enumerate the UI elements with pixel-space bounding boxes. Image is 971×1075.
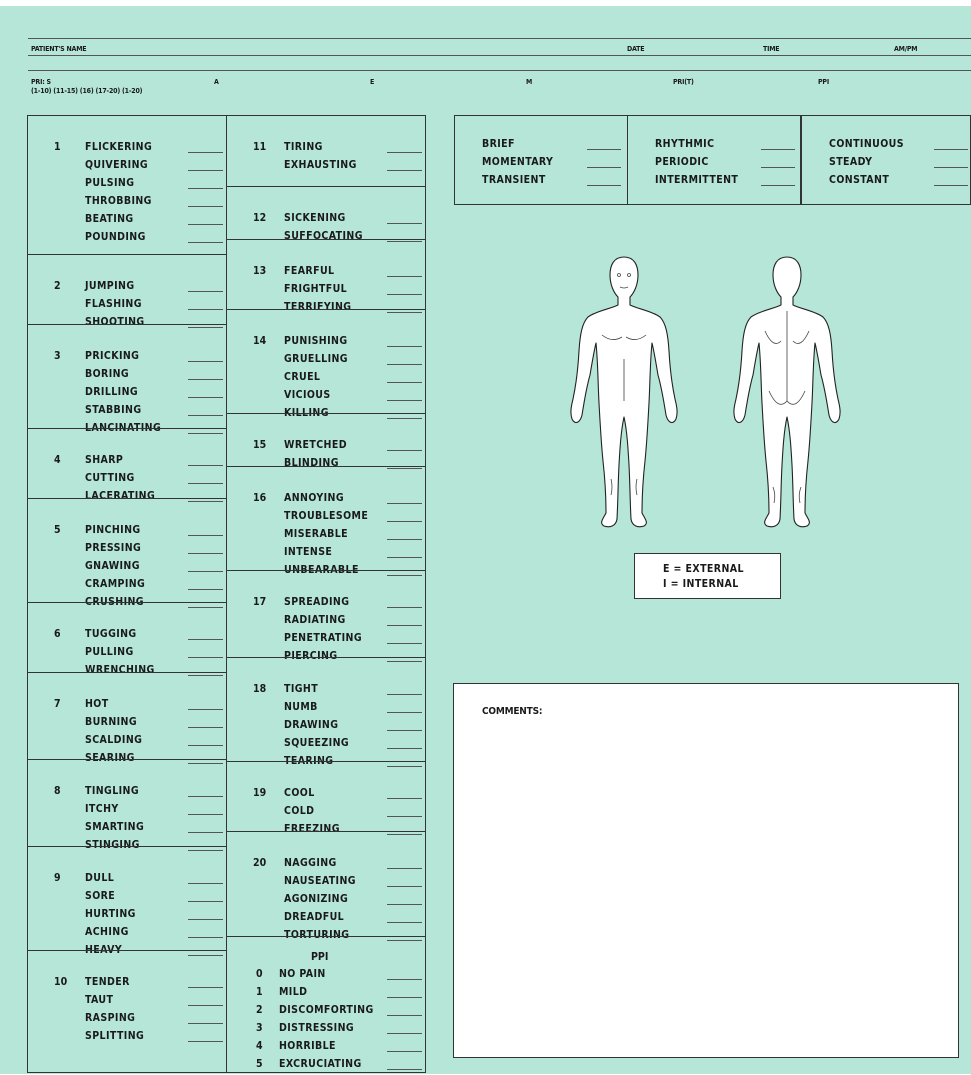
- descriptor-pinching: PINCHING: [85, 524, 141, 536]
- descriptor-checkbox-line[interactable]: [387, 346, 422, 347]
- descriptor-checkbox-line[interactable]: [188, 832, 223, 833]
- descriptor-checkbox-line[interactable]: [387, 904, 422, 905]
- time-label: TIME: [763, 45, 780, 53]
- ppi-number: 1: [256, 986, 263, 998]
- descriptor-group-10: [28, 950, 226, 1075]
- descriptor-group-12: [227, 186, 425, 241]
- descriptor-tight: TIGHT: [284, 683, 319, 695]
- descriptor-taut: TAUT: [85, 994, 114, 1006]
- descriptor-tender: TENDER: [85, 976, 130, 988]
- temporal-steady: STEADY: [829, 156, 873, 168]
- descriptor-checkbox-line[interactable]: [188, 242, 223, 243]
- descriptor-tearing: TEARING: [284, 755, 334, 767]
- descriptor-discomforting: DISCOMFORTING: [279, 1004, 374, 1016]
- descriptor-sickening: SICKENING: [284, 212, 346, 224]
- descriptor-group-19: [227, 761, 425, 833]
- descriptor-checkbox-line[interactable]: [387, 997, 422, 998]
- temporal-momentary: MOMENTARY: [482, 156, 554, 168]
- descriptor-rasping: RASPING: [85, 1012, 136, 1024]
- descriptor-checkbox-line[interactable]: [387, 364, 422, 365]
- descriptor-wretched: WRETCHED: [284, 439, 347, 451]
- descriptor-unbearable: UNBEARABLE: [284, 564, 359, 576]
- descriptor-checkbox-line[interactable]: [188, 987, 223, 988]
- descriptor-group-8: [28, 759, 226, 851]
- descriptor-checkbox-line[interactable]: [188, 415, 223, 416]
- descriptor-checkbox-line[interactable]: [387, 450, 422, 451]
- group-number: 19: [253, 787, 267, 799]
- descriptor-no-pain: NO PAIN: [279, 968, 326, 980]
- descriptor-cramping: CRAMPING: [85, 578, 146, 590]
- descriptor-drawing: DRAWING: [284, 719, 339, 731]
- descriptor-checkbox-line[interactable]: [387, 922, 422, 923]
- descriptor-excruciating: EXCRUCIATING: [279, 1058, 362, 1070]
- descriptor-checkbox-line[interactable]: [188, 571, 223, 572]
- descriptor-checkbox-line[interactable]: [188, 639, 223, 640]
- descriptor-checkbox-line[interactable]: [387, 276, 422, 277]
- descriptor-mild: MILD: [279, 986, 308, 998]
- descriptor-itchy: ITCHY: [85, 803, 119, 815]
- descriptor-checkbox-line[interactable]: [387, 503, 422, 504]
- descriptor-nagging: NAGGING: [284, 857, 337, 869]
- group-number: 3: [54, 350, 61, 362]
- temporal-intermittent: INTERMITTENT: [655, 174, 739, 186]
- descriptor-column-1: [27, 115, 227, 1073]
- group-number: 5: [54, 524, 61, 536]
- descriptor-heavy: HEAVY: [85, 944, 123, 956]
- temporal-column-2: [627, 116, 800, 204]
- ppi-scale-group: [227, 936, 425, 1074]
- temporal-checkbox-line[interactable]: [934, 185, 968, 186]
- pri-label: PRI: S: [31, 78, 51, 86]
- descriptor-lancinating: LANCINATING: [85, 422, 162, 434]
- descriptor-pounding: POUNDING: [85, 231, 146, 243]
- descriptor-checkbox-line[interactable]: [387, 557, 422, 558]
- descriptor-stabbing: STABBING: [85, 404, 142, 416]
- descriptor-checkbox-line[interactable]: [387, 979, 422, 980]
- descriptor-cool: COOL: [284, 787, 315, 799]
- descriptor-dreadful: DREADFUL: [284, 911, 345, 923]
- temporal-transient: TRANSIENT: [482, 174, 546, 186]
- pri-e-label: E: [370, 78, 375, 86]
- descriptor-checkbox-line[interactable]: [188, 1023, 223, 1024]
- group-number: 13: [253, 265, 267, 277]
- temporal-pattern-box: [454, 115, 971, 205]
- descriptor-checkbox-line[interactable]: [188, 206, 223, 207]
- group-number: 16: [253, 492, 267, 504]
- group-number: 8: [54, 785, 61, 797]
- temporal-checkbox-line[interactable]: [587, 185, 621, 186]
- patient-name-label: PATIENT'S NAME: [31, 45, 87, 53]
- descriptor-checkbox-line[interactable]: [387, 1051, 422, 1052]
- internal-legend-text: I = INTERNAL: [663, 578, 739, 590]
- descriptor-cutting: CUTTING: [85, 472, 135, 484]
- descriptor-wrenching: WRENCHING: [85, 664, 155, 676]
- descriptor-aching: ACHING: [85, 926, 129, 938]
- descriptor-checkbox-line[interactable]: [387, 382, 422, 383]
- external-internal-legend: [634, 553, 781, 599]
- descriptor-crushing: CRUSHING: [85, 596, 144, 608]
- descriptor-checkbox-line[interactable]: [387, 1033, 422, 1034]
- descriptor-scalding: SCALDING: [85, 734, 143, 746]
- descriptor-tugging: TUGGING: [85, 628, 137, 640]
- descriptor-checkbox-line[interactable]: [387, 223, 422, 224]
- temporal-checkbox-line[interactable]: [934, 167, 968, 168]
- descriptor-cold: COLD: [284, 805, 315, 817]
- descriptor-lacerating: LACERATING: [85, 490, 156, 502]
- descriptor-blinding: BLINDING: [284, 457, 339, 469]
- descriptor-checkbox-line[interactable]: [188, 657, 223, 658]
- descriptor-checkbox-line[interactable]: [387, 152, 422, 153]
- group-number: 18: [253, 683, 267, 695]
- descriptor-stinging: STINGING: [85, 839, 140, 851]
- descriptor-checkbox-line[interactable]: [188, 796, 223, 797]
- group-number: 17: [253, 596, 267, 608]
- descriptor-agonizing: AGONIZING: [284, 893, 349, 905]
- external-legend-text: E = EXTERNAL: [663, 563, 744, 575]
- descriptor-checkbox-line[interactable]: [188, 188, 223, 189]
- descriptor-checkbox-line[interactable]: [188, 745, 223, 746]
- descriptor-checkbox-line[interactable]: [188, 814, 223, 815]
- descriptor-numb: NUMB: [284, 701, 318, 713]
- group-number: 15: [253, 439, 267, 451]
- temporal-brief: BRIEF: [482, 138, 515, 150]
- ppi-number: 0: [256, 968, 263, 980]
- temporal-checkbox-line[interactable]: [761, 149, 795, 150]
- temporal-checkbox-line[interactable]: [587, 167, 621, 168]
- descriptor-checkbox-line[interactable]: [188, 535, 223, 536]
- descriptor-checkbox-line[interactable]: [188, 170, 223, 171]
- descriptor-pricking: PRICKING: [85, 350, 140, 362]
- descriptor-flickering: FLICKERING: [85, 141, 153, 153]
- descriptor-column-2: [226, 115, 426, 1073]
- descriptor-checkbox-line[interactable]: [188, 465, 223, 466]
- descriptor-drilling: DRILLING: [85, 386, 139, 398]
- descriptor-dull: DULL: [85, 872, 115, 884]
- descriptor-checkbox-line[interactable]: [387, 886, 422, 887]
- descriptor-beating: BEATING: [85, 213, 134, 225]
- descriptor-checkbox-line[interactable]: [188, 937, 223, 938]
- ppi-header-label: PPI: [818, 78, 829, 86]
- descriptor-group-6: [28, 602, 226, 674]
- group-number: 4: [54, 454, 61, 466]
- descriptor-checkbox-line[interactable]: [188, 224, 223, 225]
- descriptor-pulling: PULLING: [85, 646, 134, 658]
- descriptor-flashing: FLASHING: [85, 298, 142, 310]
- body-diagram-back[interactable]: [729, 251, 845, 531]
- descriptor-group-15: [227, 413, 425, 468]
- descriptor-checkbox-line[interactable]: [387, 694, 422, 695]
- descriptor-checkbox-line[interactable]: [188, 589, 223, 590]
- comments-label: COMMENTS:: [482, 706, 543, 717]
- descriptor-smarting: SMARTING: [85, 821, 145, 833]
- temporal-checkbox-line[interactable]: [761, 185, 795, 186]
- descriptor-group-14: [227, 309, 425, 419]
- descriptor-group-17: [227, 570, 425, 662]
- descriptor-hot: HOT: [85, 698, 109, 710]
- descriptor-group-7: [28, 672, 226, 764]
- descriptor-throbbing: THROBBING: [85, 195, 152, 207]
- descriptor-tingling: TINGLING: [85, 785, 140, 797]
- descriptor-group-9: [28, 846, 226, 956]
- descriptor-radiating: RADIATING: [284, 614, 346, 626]
- descriptor-group-3: [28, 324, 226, 434]
- descriptor-checkbox-line[interactable]: [188, 152, 223, 153]
- descriptor-checkbox-line[interactable]: [387, 798, 422, 799]
- descriptor-terrifying: TERRIFYING: [284, 301, 352, 313]
- descriptor-squeezing: SQUEEZING: [284, 737, 350, 749]
- descriptor-vicious: VICIOUS: [284, 389, 331, 401]
- descriptor-checkbox-line[interactable]: [387, 521, 422, 522]
- descriptor-group-11: [227, 116, 425, 187]
- descriptor-gruelling: GRUELLING: [284, 353, 348, 365]
- descriptor-checkbox-line[interactable]: [188, 553, 223, 554]
- descriptor-cruel: CRUEL: [284, 371, 321, 383]
- temporal-rhythmic: RHYTHMIC: [655, 138, 715, 150]
- descriptor-checkbox-line[interactable]: [387, 643, 422, 644]
- ppi-scale-title: PPI: [311, 951, 329, 963]
- group-number: 7: [54, 698, 61, 710]
- descriptor-piercing: PIERCING: [284, 650, 338, 662]
- descriptor-troublesome: TROUBLESOME: [284, 510, 369, 522]
- descriptor-group-20: [227, 831, 425, 941]
- descriptor-frightful: FRIGHTFUL: [284, 283, 348, 295]
- descriptor-group-1: [28, 116, 226, 255]
- descriptor-killing: KILLING: [284, 407, 329, 419]
- descriptor-group-16: [227, 466, 425, 576]
- temporal-column-1: [455, 116, 627, 204]
- group-number: 14: [253, 335, 267, 347]
- descriptor-checkbox-line[interactable]: [387, 730, 422, 731]
- descriptor-checkbox-line[interactable]: [188, 483, 223, 484]
- patient-name-field[interactable]: [28, 55, 971, 56]
- descriptor-checkbox-line[interactable]: [387, 816, 422, 817]
- group-number: 10: [54, 976, 68, 988]
- descriptor-suffocating: SUFFOCATING: [284, 230, 363, 242]
- descriptor-checkbox-line[interactable]: [188, 397, 223, 398]
- descriptor-penetrating: PENETRATING: [284, 632, 362, 644]
- descriptor-hurting: HURTING: [85, 908, 136, 920]
- pri-ranges-label: (1-10) (11-15) (16) (17-20) (1-20): [31, 87, 143, 95]
- group-number: 9: [54, 872, 61, 884]
- descriptor-checkbox-line[interactable]: [387, 607, 422, 608]
- group-number: 2: [54, 280, 61, 292]
- descriptor-nauseating: NAUSEATING: [284, 875, 356, 887]
- descriptor-splitting: SPLITTING: [85, 1030, 145, 1042]
- pri-m-label: M: [526, 78, 533, 86]
- descriptor-checkbox-line[interactable]: [387, 712, 422, 713]
- descriptor-checkbox-line[interactable]: [188, 379, 223, 380]
- descriptor-shooting: SHOOTING: [85, 316, 145, 328]
- descriptor-sharp: SHARP: [85, 454, 124, 466]
- ppi-number: 5: [256, 1058, 263, 1070]
- descriptor-checkbox-line[interactable]: [188, 727, 223, 728]
- group-number: 1: [54, 141, 61, 153]
- descriptor-checkbox-line[interactable]: [387, 625, 422, 626]
- descriptor-torturing: TORTURING: [284, 929, 350, 941]
- descriptor-checkbox-line[interactable]: [387, 868, 422, 869]
- descriptor-group-5: [28, 498, 226, 608]
- descriptor-intense: INTENSE: [284, 546, 333, 558]
- descriptor-gnawing: GNAWING: [85, 560, 140, 572]
- ampm-label: AM/PM: [894, 45, 918, 53]
- descriptor-burning: BURNING: [85, 716, 138, 728]
- temporal-checkbox-line[interactable]: [587, 149, 621, 150]
- descriptor-quivering: QUIVERING: [85, 159, 149, 171]
- pri-a-label: A: [214, 78, 219, 86]
- temporal-column-3: [800, 116, 971, 204]
- descriptor-checkbox-line[interactable]: [188, 919, 223, 920]
- descriptor-freezing: FREEZING: [284, 823, 340, 835]
- ppi-number: 4: [256, 1040, 263, 1052]
- group-number: 11: [253, 141, 267, 153]
- descriptor-checkbox-line[interactable]: [188, 883, 223, 884]
- descriptor-checkbox-line[interactable]: [387, 400, 422, 401]
- descriptor-tiring: TIRING: [284, 141, 323, 153]
- descriptor-checkbox-line[interactable]: [188, 709, 223, 710]
- temporal-checkbox-line[interactable]: [761, 167, 795, 168]
- descriptor-group-18: [227, 657, 425, 767]
- temporal-constant: CONSTANT: [829, 174, 890, 186]
- descriptor-boring: BORING: [85, 368, 130, 380]
- descriptor-checkbox-line[interactable]: [188, 291, 223, 292]
- prit-label: PRI(T): [673, 78, 694, 86]
- descriptor-group-13: [227, 239, 425, 311]
- descriptor-checkbox-line[interactable]: [387, 539, 422, 540]
- descriptor-group-4: [28, 428, 226, 500]
- descriptor-miserable: MISERABLE: [284, 528, 349, 540]
- descriptor-horrible: HORRIBLE: [279, 1040, 336, 1052]
- descriptor-pulsing: PULSING: [85, 177, 135, 189]
- temporal-periodic: PERIODIC: [655, 156, 709, 168]
- descriptor-sore: SORE: [85, 890, 116, 902]
- descriptor-punishing: PUNISHING: [284, 335, 348, 347]
- descriptor-checkbox-line[interactable]: [387, 748, 422, 749]
- descriptor-pressing: PRESSING: [85, 542, 142, 554]
- descriptor-checkbox-line[interactable]: [387, 170, 422, 171]
- descriptor-jumping: JUMPING: [85, 280, 135, 292]
- pri-scores-rule: [28, 70, 971, 71]
- descriptor-checkbox-line[interactable]: [387, 1015, 422, 1016]
- descriptor-checkbox-line[interactable]: [188, 1005, 223, 1006]
- mcgill-pain-questionnaire-form: [0, 6, 971, 1074]
- body-diagram-front[interactable]: [566, 251, 682, 531]
- ppi-number: 3: [256, 1022, 263, 1034]
- descriptor-annoying: ANNOYING: [284, 492, 344, 504]
- descriptor-spreading: SPREADING: [284, 596, 350, 608]
- descriptor-distressing: DISTRESSING: [279, 1022, 355, 1034]
- header-top-rule: [28, 38, 971, 39]
- temporal-checkbox-line[interactable]: [934, 149, 968, 150]
- group-number: 6: [54, 628, 61, 640]
- descriptor-searing: SEARING: [85, 752, 135, 764]
- group-number: 12: [253, 212, 267, 224]
- descriptor-checkbox-line[interactable]: [387, 1069, 422, 1070]
- comments-box[interactable]: [453, 683, 959, 1058]
- descriptor-checkbox-line[interactable]: [188, 309, 223, 310]
- temporal-continuous: CONTINUOUS: [829, 138, 904, 150]
- descriptor-exhausting: EXHAUSTING: [284, 159, 357, 171]
- date-label: DATE: [627, 45, 645, 53]
- descriptor-checkbox-line[interactable]: [188, 1041, 223, 1042]
- group-number: 20: [253, 857, 267, 869]
- descriptor-fearful: FEARFUL: [284, 265, 335, 277]
- descriptor-checkbox-line[interactable]: [387, 294, 422, 295]
- descriptor-checkbox-line[interactable]: [188, 901, 223, 902]
- descriptor-checkbox-line[interactable]: [188, 361, 223, 362]
- ppi-number: 2: [256, 1004, 263, 1016]
- descriptor-group-2: [28, 254, 226, 326]
